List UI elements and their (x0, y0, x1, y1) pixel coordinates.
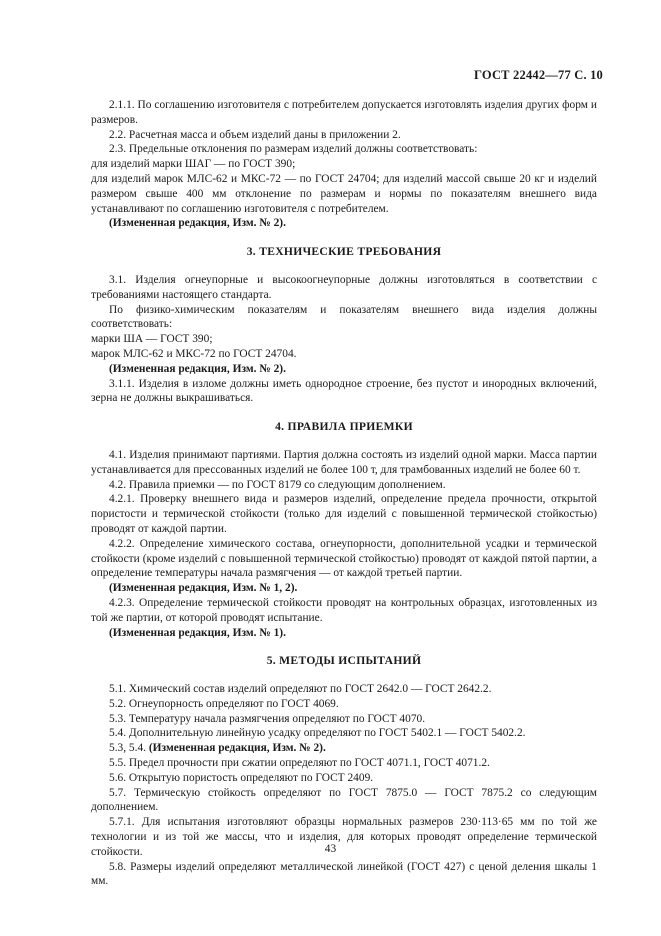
section-heading-4: 4. ПРАВИЛА ПРИЕМКИ (275, 420, 413, 434)
paragraph-4-2-1: 4.2.1. Проверку внешнего вида и размеров изделий, определение предела прочности, открытой пористости и термической стойкости (только для изделий с повышенной термической стойкостью) проводят от каждой партии. (91, 493, 597, 535)
page-content (91, 98, 597, 889)
paragraph-2-2: 2.2. Расчетная масса и объем изделий даны в приложении 2. (109, 128, 401, 141)
paragraph-2-3-mls: для изделий марок МЛС-62 и МКС-72 — по ГОСТ 24704; для изделий массой свыше 20 кг и изделий размером свыше 400 мм отклонение по размерам и нормы по показателям внешнего вида устанавливают по соглашению изготовителя с потребителем. (91, 172, 597, 215)
section-heading-5: 5. МЕТОДЫ ИСПЫТАНИЙ (266, 654, 422, 668)
paragraph-5-8: 5.8. Размеры изделий определяют металлической линейкой (ГОСТ 427) с ценой деления шкалы 1 мм. (91, 860, 597, 888)
paragraph-3-1-sha: марки ША — ГОСТ 390; (91, 333, 213, 346)
paragraph-4-2: 4.2. Правила приемки — по ГОСТ 8179 со следующим дополнением. (109, 478, 446, 491)
paragraph-5-7: 5.7. Термическую стойкость определяют по ГОСТ 7875.0 — ГОСТ 7875.2 со следующим дополнением. (91, 786, 597, 814)
paragraph-2-1-1: 2.1.1. По соглашению изготовителя с потребителем допускается изготовлять изделия других форм и размеров. (91, 99, 597, 126)
paragraph-3-1-mls: марок МЛС-62 и МКС-72 по ГОСТ 24704. (91, 347, 297, 360)
paragraph-5-4: 5.4. Дополнительную линейную усадку определяют по ГОСТ 5402.1 — ГОСТ 5402.2. (109, 727, 526, 740)
amendment-note: (Измененная редакция, Изм. № 2). (148, 742, 326, 755)
paragraph-4-1: 4.1. Изделия принимают партиями. Партия должна состоять из изделий одной марки. Масса партии устанавливается для прессованных изделий не более 100 т, для трамбованных изделий не более 60 т. (91, 448, 597, 476)
paragraph-2-3: 2.3. Предельные отклонения по размерам изделий должны соответствовать: (109, 143, 478, 156)
paragraph-4-2-3: 4.2.3. Определение термической стойкости проводят на контрольных образцах, изготовленных из той же партии, от которой проводят испытание. (91, 596, 597, 624)
page-number: 43 (324, 843, 337, 855)
paragraph-3-1-1: 3.1.1. Изделия в изломе должны иметь однородное строение, без пустот и инородных включений, зерна не должны выкрашиваться. (91, 377, 597, 405)
paragraph-2-3-shag: для изделий марки ШАГ — по ГОСТ 390; (91, 158, 296, 171)
amendment-note: (Измененная редакция, Изм. № 1, 2). (109, 582, 298, 595)
paragraph-5-7-1: 5.7.1. Для испытания изготовляют образцы нормальных размеров 230·113·65 мм по той же технологии и из той же массы, что и изделия, для которых проводят определение термической стойкости. (91, 816, 597, 858)
amendment-note: (Измененная редакция, Изм. № 2). (109, 217, 286, 230)
paragraph-4-2-2: 4.2.2. Определение химического состава, огнеупорности, дополнительной усадки и термической стойкости (кроме изделий с повышенной термической стойкостью) проводят от каждой пятой партии, а определение температуры начала размягчения — от каждой третьей партии. (91, 537, 597, 580)
paragraph-5-3-5-4-note (91, 741, 597, 756)
paragraph-3-1-b: По физико-химическим показателям и показателям внешнего вида изделия должны соответствовать: (91, 303, 597, 331)
page-header-standard-ref: ГОСТ 22442—77 С. 10 (474, 68, 603, 82)
paragraph-5-1: 5.1. Химический состав изделий определяют по ГОСТ 2642.0 — ГОСТ 2642.2. (109, 683, 492, 696)
paragraph-5-3: 5.3. Температуру начала размягчения определяют по ГОСТ 4070. (109, 712, 426, 725)
paragraph-5-6: 5.6. Открытую пористость определяют по ГОСТ 2409. (109, 771, 374, 784)
amendment-note: (Измененная редакция, Изм. № 2). (109, 362, 286, 375)
amendment-note: (Измененная редакция, Изм. № 1). (109, 626, 286, 639)
paragraph-3-1: 3.1. Изделия огнеупорные и высокоогнеупорные должны изготовляться в соответствии с требованиями настоящего стандарта. (91, 273, 597, 301)
note-ref: 5.3, 5.4. (109, 742, 149, 755)
section-heading-3: 3. ТЕХНИЧЕСКИЕ ТРЕБОВАНИЯ (246, 245, 442, 259)
paragraph-5-2: 5.2. Огнеупорность определяют по ГОСТ 4069. (109, 697, 339, 710)
paragraph-5-5: 5.5. Предел прочности при сжатии определяют по ГОСТ 4071.1, ГОСТ 4071.2. (109, 757, 490, 770)
